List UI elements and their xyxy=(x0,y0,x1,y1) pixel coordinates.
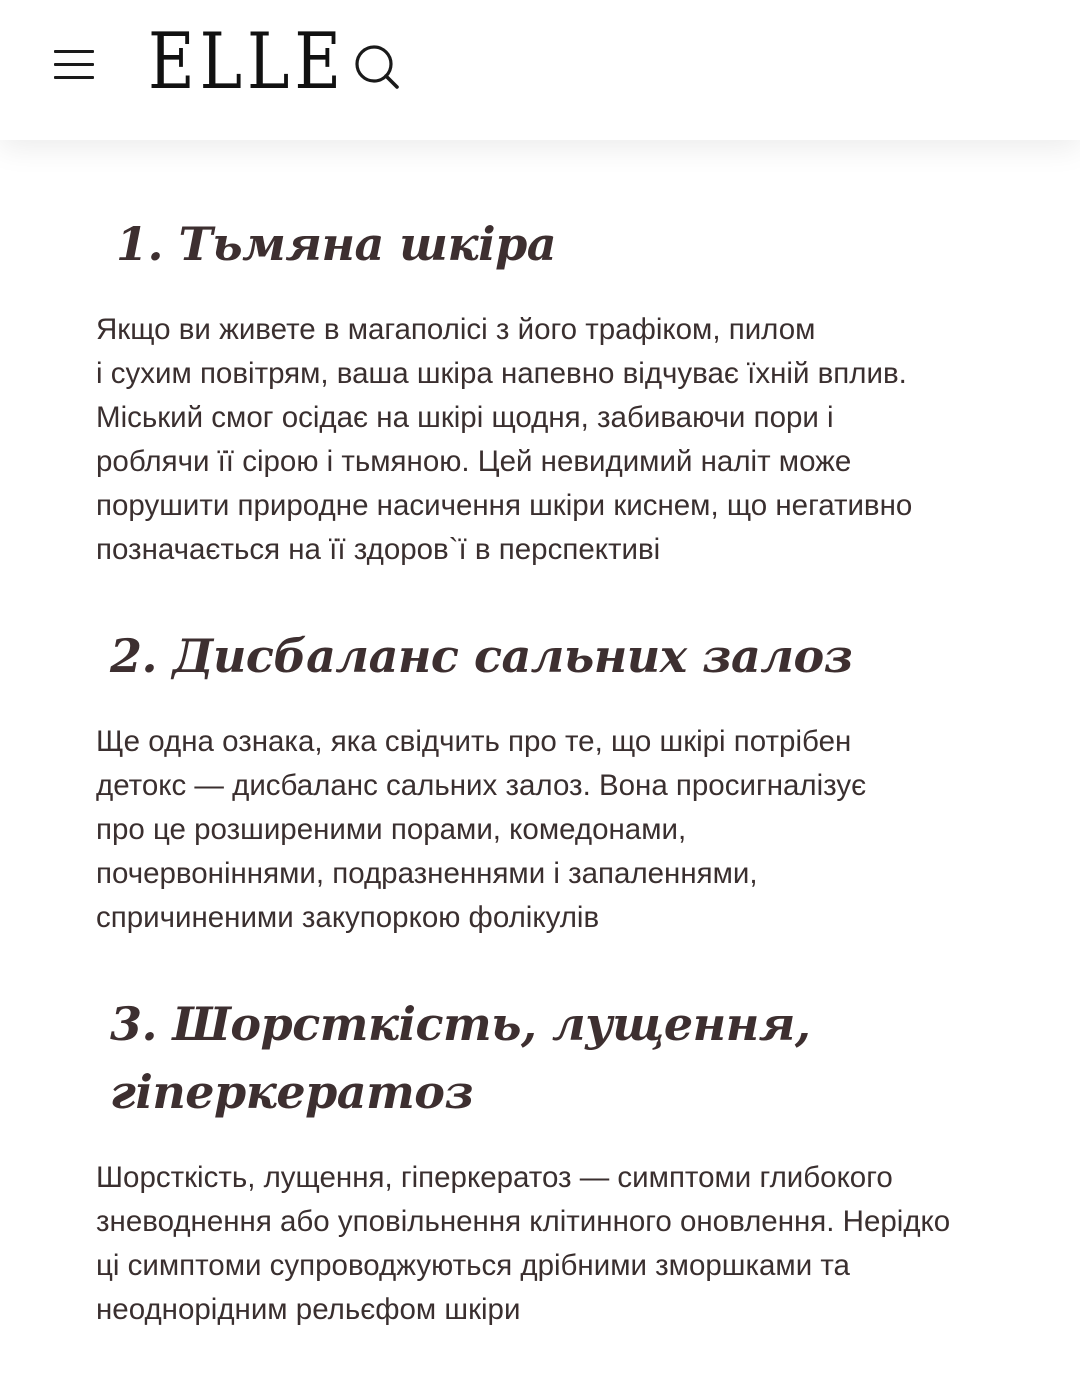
site-header xyxy=(0,0,1080,140)
paragraph-line: Якщо ви живете в магаполісі з його трафіком, пилом xyxy=(96,313,816,346)
elle-logo[interactable]: ELLE xyxy=(148,17,347,107)
paragraph-line: Міський смог осідає на шкірі щодня, забиваючи пори і xyxy=(96,401,834,434)
paragraph-line: детокс — дисбаланс сальних залоз. Вона просигналізує xyxy=(96,769,867,802)
section-paragraph xyxy=(96,308,1046,572)
paragraph-line: і сухим повітрям, ваша шкіра напевно відчуває їхній вплив. xyxy=(96,357,907,390)
search-icon[interactable] xyxy=(352,42,402,92)
article-section xyxy=(96,210,1046,572)
search-icon-graphic xyxy=(352,42,402,92)
section-heading: 1. Тьмяна шкіра xyxy=(116,217,557,271)
article-section xyxy=(96,622,1046,940)
section-paragraph xyxy=(96,1156,1046,1332)
paragraph-line: Ще одна ознака, яка свідчить про те, що шкірі потрібен xyxy=(96,725,852,758)
section-paragraph xyxy=(96,720,1046,940)
section-heading: 2. Дисбаланс сальних залоз xyxy=(110,629,853,683)
article-section xyxy=(96,990,1046,1332)
paragraph-line: про це розширеними порами, комедонами, xyxy=(96,813,687,846)
menu-bar xyxy=(54,76,94,79)
paragraph-line: спричиненими закупоркою фолікулів xyxy=(96,901,600,934)
paragraph-line: зневоднення або уповільнення клітинного оновлення. Нерідко xyxy=(96,1205,951,1238)
paragraph-line: неоднорідним рельєфом шкіри xyxy=(96,1293,521,1326)
section-heading: 3. Шорсткість, лущення, гіперкератоз xyxy=(110,997,811,1119)
paragraph-line: роблячи її сірою і тьмяною. Цей невидимий наліт може xyxy=(96,445,852,478)
paragraph-line: ці симптоми супроводжуються дрібними зморшками та xyxy=(96,1249,850,1282)
paragraph-line: почервоніннями, подразненнями і запаленнями, xyxy=(96,857,758,890)
menu-bar xyxy=(54,50,94,53)
paragraph-line: Шорсткість, лущення, гіперкератоз — симптоми глибокого xyxy=(96,1161,893,1194)
hamburger-menu-icon[interactable] xyxy=(52,44,98,84)
paragraph-line: позначається на її здоров`ї в перспективі xyxy=(96,533,661,566)
article-content xyxy=(96,210,1046,1382)
paragraph-line: порушити природне насичення шкіри киснем, що негативно xyxy=(96,489,913,522)
menu-bar xyxy=(54,63,94,66)
